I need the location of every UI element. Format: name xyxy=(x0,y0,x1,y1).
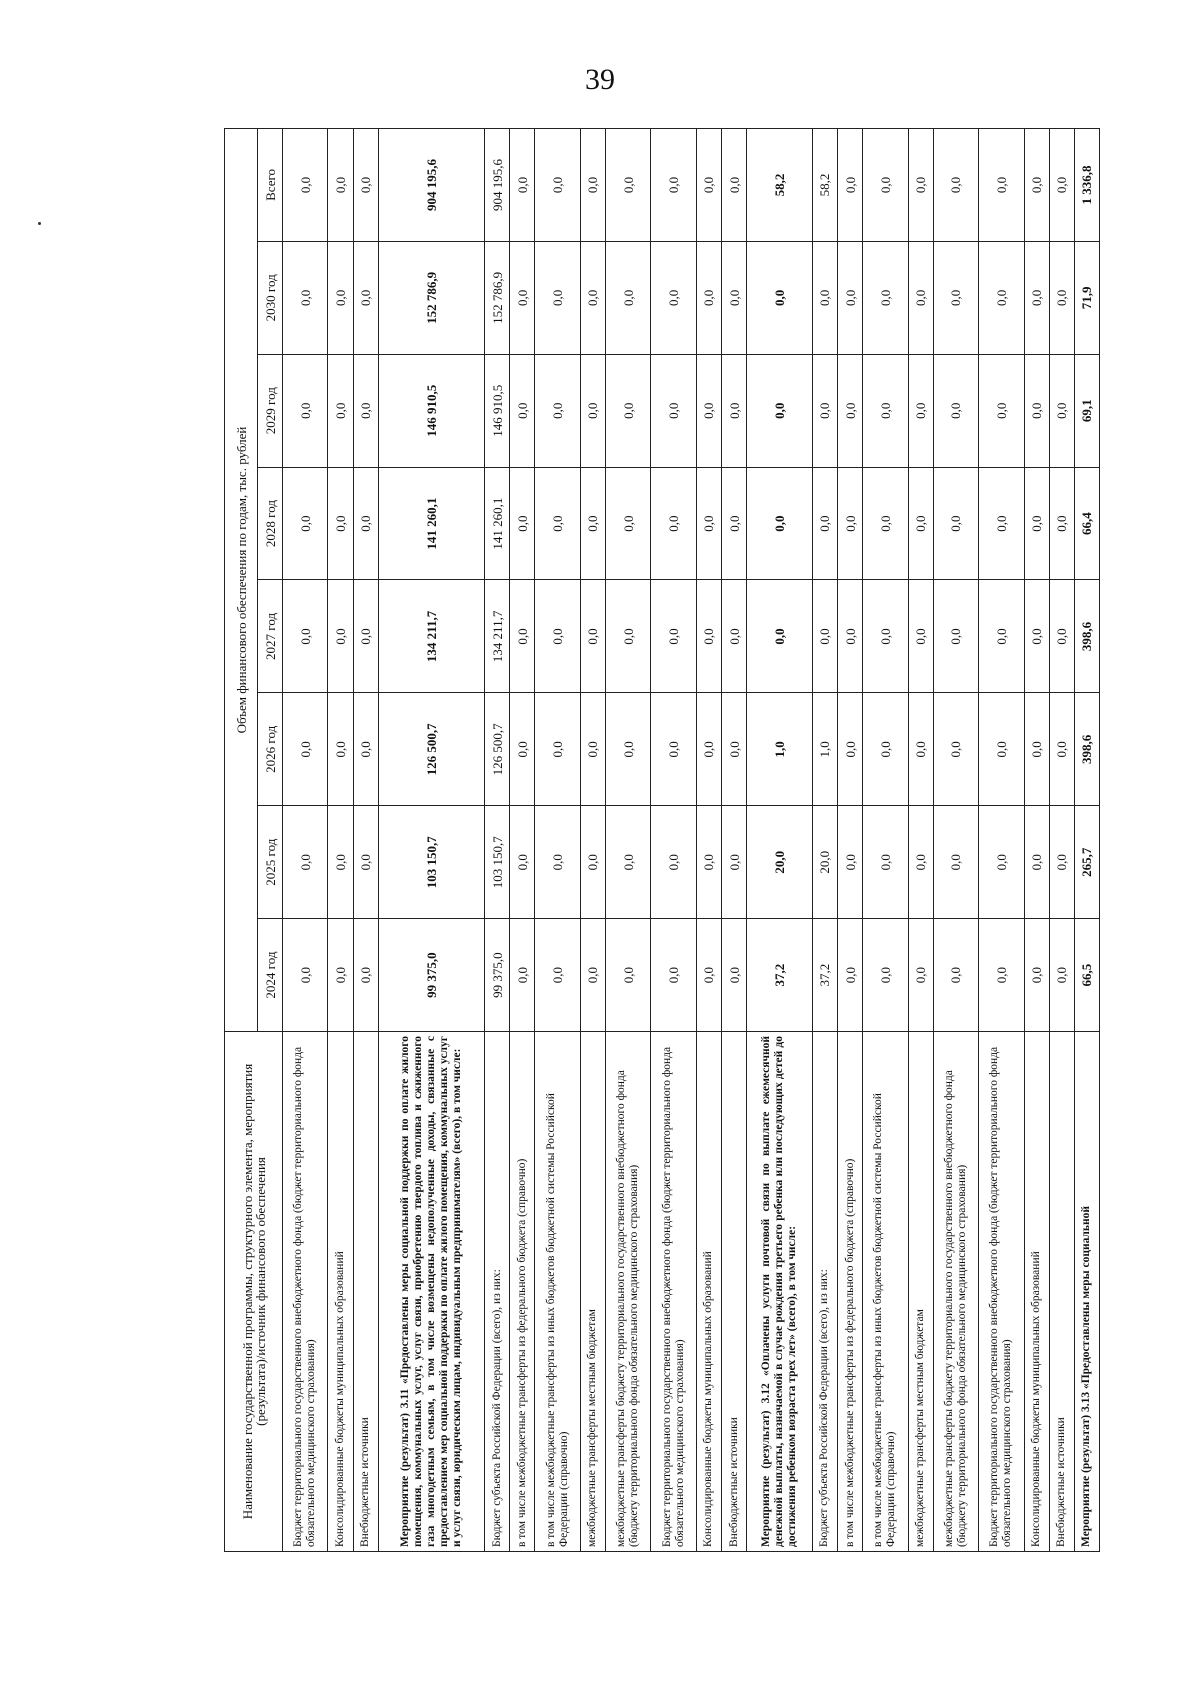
value-cell: 66,5 xyxy=(1074,919,1099,1032)
value-cell: 0,0 xyxy=(605,919,650,1032)
value-cell: 0,0 xyxy=(1049,919,1074,1032)
value-cell: 0,0 xyxy=(580,693,605,806)
value-cell: 0,0 xyxy=(696,467,721,580)
value-cell: 0,0 xyxy=(510,693,535,806)
value-cell: 0,0 xyxy=(651,806,696,919)
value-cell: 0,0 xyxy=(651,919,696,1032)
row-name-cell: межбюджетные трансферты бюджету территориального государственного внебюджетного фонда (бюджету территориального фонда обязательного медицинского страхования) xyxy=(933,1032,978,1552)
table-row xyxy=(696,129,721,1552)
value-cell: 0,0 xyxy=(535,693,580,806)
value-cell: 0,0 xyxy=(535,806,580,919)
year-column-header: 2030 год xyxy=(258,241,283,354)
value-cell: 0,0 xyxy=(979,467,1024,580)
value-cell: 0,0 xyxy=(1049,806,1074,919)
value-cell: 126 500,7 xyxy=(378,693,485,806)
value-cell: 0,0 xyxy=(283,467,328,580)
row-name-cell: Консолидированные бюджеты муниципальных образований xyxy=(328,1032,353,1552)
value-cell: 0,0 xyxy=(353,467,378,580)
year-column-header: 2028 год xyxy=(258,467,283,580)
value-cell: 0,0 xyxy=(510,129,535,242)
value-cell: 0,0 xyxy=(651,354,696,467)
value-cell: 0,0 xyxy=(328,693,353,806)
table-row xyxy=(721,129,746,1552)
year-column-header: 2026 год xyxy=(258,693,283,806)
table-row xyxy=(378,129,485,1552)
value-cell: 0,0 xyxy=(721,580,746,693)
value-cell: 0,0 xyxy=(908,806,933,919)
value-cell: 0,0 xyxy=(933,580,978,693)
value-cell: 152 786,9 xyxy=(378,241,485,354)
value-cell: 0,0 xyxy=(353,806,378,919)
value-cell: 0,0 xyxy=(908,241,933,354)
table-row xyxy=(353,129,378,1552)
table-row xyxy=(1049,129,1074,1552)
value-cell: 265,7 xyxy=(1074,806,1099,919)
name-column-header: Наименование государственной программы, структурного элемента, мероприятия (результата)/источник финансового обеспечения xyxy=(225,1032,283,1552)
table-row xyxy=(747,129,813,1552)
value-cell: 99 375,0 xyxy=(378,919,485,1032)
value-cell: 0,0 xyxy=(696,241,721,354)
value-cell: 0,0 xyxy=(837,129,862,242)
value-cell: 0,0 xyxy=(510,919,535,1032)
table-row xyxy=(863,129,908,1552)
value-cell: 0,0 xyxy=(580,806,605,919)
value-cell: 0,0 xyxy=(979,919,1024,1032)
value-cell: 0,0 xyxy=(353,241,378,354)
value-cell: 0,0 xyxy=(721,467,746,580)
table-row xyxy=(933,129,978,1552)
value-cell: 0,0 xyxy=(908,693,933,806)
value-cell: 0,0 xyxy=(979,580,1024,693)
value-cell: 141 260,1 xyxy=(378,467,485,580)
table-row xyxy=(535,129,580,1552)
table-row xyxy=(510,129,535,1552)
value-cell: 0,0 xyxy=(580,467,605,580)
table-row xyxy=(328,129,353,1552)
table-row xyxy=(580,129,605,1552)
value-cell: 0,0 xyxy=(721,129,746,242)
value-cell: 0,0 xyxy=(979,693,1024,806)
value-cell: 0,0 xyxy=(979,241,1024,354)
value-cell: 0,0 xyxy=(535,919,580,1032)
value-cell: 0,0 xyxy=(908,467,933,580)
value-cell: 0,0 xyxy=(283,806,328,919)
row-name-cell: Внебюджетные источники xyxy=(353,1032,378,1552)
value-cell: 0,0 xyxy=(651,580,696,693)
value-cell: 134 211,7 xyxy=(485,580,510,693)
value-cell: 0,0 xyxy=(837,806,862,919)
value-cell: 0,0 xyxy=(812,354,837,467)
value-cell: 0,0 xyxy=(1024,580,1049,693)
value-cell: 0,0 xyxy=(1024,129,1049,242)
value-cell: 0,0 xyxy=(933,693,978,806)
value-cell: 0,0 xyxy=(580,580,605,693)
value-cell: 0,0 xyxy=(863,693,908,806)
value-cell: 0,0 xyxy=(1049,241,1074,354)
value-cell: 0,0 xyxy=(933,806,978,919)
value-cell: 0,0 xyxy=(580,241,605,354)
value-cell: 134 211,7 xyxy=(378,580,485,693)
value-cell: 0,0 xyxy=(651,693,696,806)
value-cell: 0,0 xyxy=(696,129,721,242)
value-cell: 0,0 xyxy=(812,580,837,693)
row-name-cell: в том числе межбюджетные трансферты из иных бюджетов бюджетной системы Российской Федерации (справочно) xyxy=(863,1032,908,1552)
value-cell: 152 786,9 xyxy=(485,241,510,354)
value-cell: 0,0 xyxy=(328,129,353,242)
value-cell: 0,0 xyxy=(908,129,933,242)
value-cell: 0,0 xyxy=(863,467,908,580)
row-name-cell: в том числе межбюджетные трансферты из федерального бюджета (справочно) xyxy=(837,1032,862,1552)
value-cell: 0,0 xyxy=(721,919,746,1032)
value-cell: 0,0 xyxy=(812,241,837,354)
value-cell: 0,0 xyxy=(510,580,535,693)
value-cell: 0,0 xyxy=(283,354,328,467)
value-cell: 0,0 xyxy=(283,580,328,693)
row-name-cell: межбюджетные трансферты бюджету территориального государственного внебюджетного фонда (бюджету территориального фонда обязательного медицинского страхования) xyxy=(605,1032,650,1552)
value-cell: 0,0 xyxy=(1049,580,1074,693)
value-cell: 0,0 xyxy=(837,580,862,693)
value-cell: 1,0 xyxy=(812,693,837,806)
value-cell: 141 260,1 xyxy=(485,467,510,580)
table-row xyxy=(837,129,862,1552)
value-cell: 0,0 xyxy=(812,467,837,580)
value-cell: 0,0 xyxy=(580,919,605,1032)
row-name-cell: межбюджетные трансферты местным бюджетам xyxy=(580,1032,605,1552)
value-cell: 66,4 xyxy=(1074,467,1099,580)
table-row xyxy=(979,129,1024,1552)
value-cell: 0,0 xyxy=(747,580,813,693)
row-name-cell: Бюджет субъекта Российской Федерации (всего), из них: xyxy=(485,1032,510,1552)
total-column-header: Всего xyxy=(258,129,283,242)
row-name-cell: Мероприятие (результат) 3.11 «Предоставлены меры социальной поддержки по оплате жилого помещения, коммунальных услуг, услуг связи, приобретению твердого топлива и сжиженного газа многодетным семьям, в том числе возмещены недополученные доходы, связанные с предоставлением мер социальной поддержки по оплате жилого помещения, коммунальных услуг и услуг связи, юридическим лицам, индивидуальным предпринимателям» (всего), в том числе: xyxy=(378,1032,485,1552)
value-cell: 0,0 xyxy=(535,354,580,467)
value-cell: 0,0 xyxy=(908,354,933,467)
row-name-cell: Внебюджетные источники xyxy=(1049,1032,1074,1552)
value-cell: 0,0 xyxy=(1024,241,1049,354)
value-cell: 0,0 xyxy=(510,354,535,467)
value-cell: 0,0 xyxy=(863,919,908,1032)
value-cell: 0,0 xyxy=(933,241,978,354)
value-cell: 398,6 xyxy=(1074,693,1099,806)
year-column-header: 2027 год xyxy=(258,580,283,693)
table-row xyxy=(283,129,328,1552)
row-name-cell: Бюджет территориального государственного внебюджетного фонда (бюджет территориального фонда обязательного медицинского страхования) xyxy=(979,1032,1024,1552)
value-cell: 0,0 xyxy=(696,806,721,919)
row-name-cell: в том числе межбюджетные трансферты из иных бюджетов бюджетной системы Российской Федерации (справочно) xyxy=(535,1032,580,1552)
year-column-header: 2025 год xyxy=(258,806,283,919)
row-name-cell: Консолидированные бюджеты муниципальных образований xyxy=(696,1032,721,1552)
value-cell: 126 500,7 xyxy=(485,693,510,806)
value-cell: 0,0 xyxy=(605,580,650,693)
value-cell: 20,0 xyxy=(812,806,837,919)
table-row xyxy=(1074,129,1099,1552)
table-row xyxy=(651,129,696,1552)
value-cell: 0,0 xyxy=(979,806,1024,919)
value-cell: 0,0 xyxy=(328,580,353,693)
row-name-cell: Внебюджетные источники xyxy=(721,1032,746,1552)
value-cell: 0,0 xyxy=(535,129,580,242)
value-cell: 0,0 xyxy=(605,806,650,919)
value-cell: 0,0 xyxy=(580,354,605,467)
value-cell: 0,0 xyxy=(535,467,580,580)
row-name-cell: Мероприятие (результат) 3.13 «Предоставлены меры социальной xyxy=(1074,1032,1099,1552)
value-cell: 0,0 xyxy=(651,241,696,354)
value-cell: 0,0 xyxy=(979,129,1024,242)
value-cell: 0,0 xyxy=(933,354,978,467)
value-cell: 0,0 xyxy=(328,354,353,467)
value-cell: 0,0 xyxy=(863,129,908,242)
value-cell: 0,0 xyxy=(510,241,535,354)
value-cell: 0,0 xyxy=(837,919,862,1032)
value-cell: 0,0 xyxy=(696,919,721,1032)
value-cell: 0,0 xyxy=(721,693,746,806)
value-cell: 0,0 xyxy=(328,806,353,919)
value-cell: 0,0 xyxy=(747,467,813,580)
value-cell: 398,6 xyxy=(1074,580,1099,693)
value-cell: 0,0 xyxy=(510,467,535,580)
value-cell: 0,0 xyxy=(1049,354,1074,467)
value-cell: 99 375,0 xyxy=(485,919,510,1032)
value-cell: 0,0 xyxy=(1049,129,1074,242)
value-cell: 0,0 xyxy=(933,919,978,1032)
value-cell: 0,0 xyxy=(328,919,353,1032)
value-cell: 0,0 xyxy=(605,129,650,242)
row-name-cell: в том числе межбюджетные трансферты из федерального бюджета (справочно) xyxy=(510,1032,535,1552)
value-cell: 0,0 xyxy=(908,919,933,1032)
value-cell: 58,2 xyxy=(812,129,837,242)
value-cell: 0,0 xyxy=(605,354,650,467)
financing-table xyxy=(224,128,1100,1552)
value-cell: 37,2 xyxy=(812,919,837,1032)
row-name-cell: Бюджет субъекта Российской Федерации (всего), из них: xyxy=(812,1032,837,1552)
value-cell: 0,0 xyxy=(747,241,813,354)
value-cell: 0,0 xyxy=(863,806,908,919)
value-cell: 1 336,8 xyxy=(1074,129,1099,242)
value-cell: 0,0 xyxy=(283,241,328,354)
value-cell: 0,0 xyxy=(328,241,353,354)
value-cell: 0,0 xyxy=(696,354,721,467)
value-cell: 0,0 xyxy=(605,241,650,354)
value-cell: 0,0 xyxy=(283,129,328,242)
value-cell: 0,0 xyxy=(747,354,813,467)
table-row xyxy=(812,129,837,1552)
table-row xyxy=(485,129,510,1552)
value-cell: 0,0 xyxy=(580,129,605,242)
value-cell: 146 910,5 xyxy=(378,354,485,467)
value-cell: 69,1 xyxy=(1074,354,1099,467)
value-cell: 0,0 xyxy=(283,919,328,1032)
value-cell: 0,0 xyxy=(696,693,721,806)
value-cell: 0,0 xyxy=(863,354,908,467)
value-cell: 0,0 xyxy=(651,129,696,242)
value-cell: 904 195,6 xyxy=(485,129,510,242)
value-cell: 0,0 xyxy=(1024,919,1049,1032)
page-number: 39 xyxy=(585,63,615,96)
value-cell: 0,0 xyxy=(1024,467,1049,580)
value-cell: 0,0 xyxy=(1024,806,1049,919)
year-column-header: 2024 год xyxy=(258,919,283,1032)
value-cell: 0,0 xyxy=(837,241,862,354)
value-cell: 146 910,5 xyxy=(485,354,510,467)
value-cell: 0,0 xyxy=(696,580,721,693)
value-cell: 103 150,7 xyxy=(378,806,485,919)
scan-speck xyxy=(38,222,41,225)
value-cell: 0,0 xyxy=(721,241,746,354)
value-cell: 0,0 xyxy=(353,354,378,467)
value-cell: 0,0 xyxy=(721,354,746,467)
value-cell: 0,0 xyxy=(837,693,862,806)
row-name-cell: Мероприятие (результат) 3.12 «Оплачены услуги почтовой связи по выплате ежемесячной денежной выплаты, назначаемой в случае рождения третьего ребенка или последующих детей до достижения ребенком возраста трех лет» (всего), в том числе: xyxy=(747,1032,813,1552)
value-cell: 103 150,7 xyxy=(485,806,510,919)
value-cell: 58,2 xyxy=(747,129,813,242)
value-cell: 0,0 xyxy=(510,806,535,919)
value-cell: 0,0 xyxy=(1049,693,1074,806)
rotated-table-container xyxy=(224,128,1100,1552)
row-name-cell: межбюджетные трансферты местным бюджетам xyxy=(908,1032,933,1552)
value-cell: 71,9 xyxy=(1074,241,1099,354)
year-column-header: 2029 год xyxy=(258,354,283,467)
value-cell: 0,0 xyxy=(605,693,650,806)
value-cell: 0,0 xyxy=(353,693,378,806)
value-cell: 0,0 xyxy=(651,467,696,580)
table-body xyxy=(283,129,1100,1552)
row-name-cell: Консолидированные бюджеты муниципальных образований xyxy=(1024,1032,1049,1552)
value-cell: 0,0 xyxy=(933,129,978,242)
value-cell: 20,0 xyxy=(747,806,813,919)
value-cell: 0,0 xyxy=(353,919,378,1032)
value-cell: 0,0 xyxy=(979,354,1024,467)
value-cell: 0,0 xyxy=(605,467,650,580)
row-name-cell: Бюджет территориального государственного внебюджетного фонда (бюджет территориального фонда обязательного медицинского страхования) xyxy=(283,1032,328,1552)
value-cell: 0,0 xyxy=(283,693,328,806)
value-cell: 0,0 xyxy=(1049,467,1074,580)
row-name-cell: Бюджет территориального государственного внебюджетного фонда (бюджет территориального фонда обязательного медицинского страхования) xyxy=(651,1032,696,1552)
value-cell: 0,0 xyxy=(863,580,908,693)
value-cell: 0,0 xyxy=(1024,354,1049,467)
value-cell: 0,0 xyxy=(863,241,908,354)
table-row xyxy=(908,129,933,1552)
financing-group-header: Объем финансового обеспечения по годам, тыс. рублей xyxy=(225,129,258,1032)
value-cell: 0,0 xyxy=(721,806,746,919)
value-cell: 0,0 xyxy=(1024,693,1049,806)
table-row xyxy=(1024,129,1049,1552)
value-cell: 0,0 xyxy=(837,354,862,467)
value-cell: 0,0 xyxy=(933,467,978,580)
value-cell: 0,0 xyxy=(328,467,353,580)
value-cell: 0,0 xyxy=(535,580,580,693)
value-cell: 0,0 xyxy=(353,580,378,693)
table-row xyxy=(605,129,650,1552)
value-cell: 0,0 xyxy=(908,580,933,693)
value-cell: 0,0 xyxy=(535,241,580,354)
value-cell: 904 195,6 xyxy=(378,129,485,242)
value-cell: 0,0 xyxy=(837,467,862,580)
value-cell: 0,0 xyxy=(353,129,378,242)
value-cell: 1,0 xyxy=(747,693,813,806)
value-cell: 37,2 xyxy=(747,919,813,1032)
